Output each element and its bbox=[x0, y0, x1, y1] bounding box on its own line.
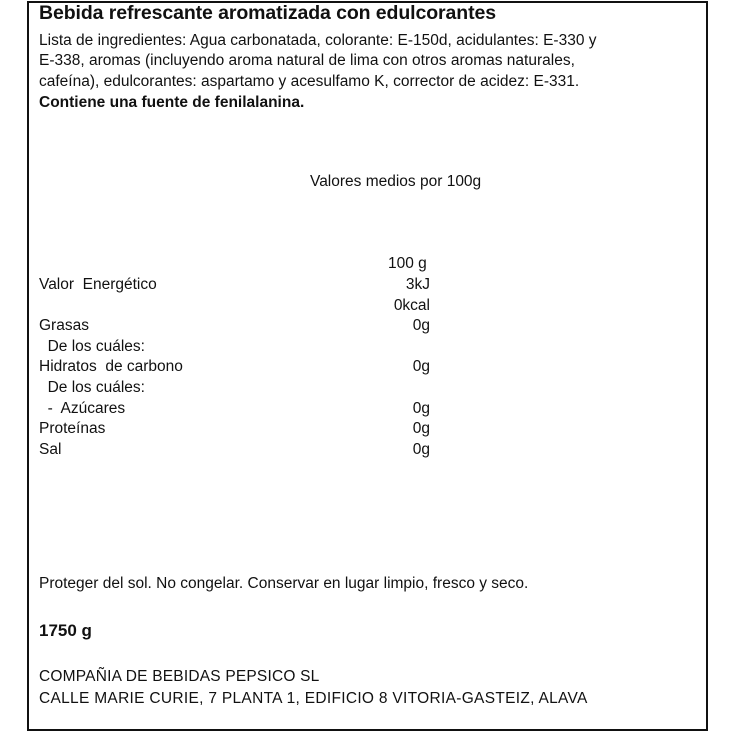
product-title: Bebida refrescante aromatizada con edulcorantes bbox=[39, 2, 496, 24]
nutrition-row-value: 3kJ bbox=[405, 276, 430, 293]
nutrition-heading: Valores medios por 100g bbox=[310, 173, 482, 190]
nutrition-row-label: Proteínas bbox=[39, 420, 106, 438]
storage-instructions: Proteger del sol. No congelar. Conservar en lugar limpio, fresco y seco. bbox=[39, 575, 529, 592]
nutrition-row-value: 0g bbox=[412, 440, 430, 458]
nutrition-row-label: - Azúcares bbox=[39, 399, 126, 417]
ingredients-line-1: Lista de ingredientes: Agua carbonatada, colorante: E-150d, acidulantes: E-330 y bbox=[39, 32, 597, 49]
nutrition-row-label: Grasas bbox=[39, 317, 89, 335]
nutrition-row-label: Hidratos de carbono bbox=[39, 358, 183, 376]
nutrition-row-label: Sal bbox=[39, 440, 62, 458]
nutrition-row-label: De los cuáles: bbox=[39, 337, 145, 355]
nutrition-row-label: De los cuáles: bbox=[39, 379, 145, 396]
net-weight: 1750 g bbox=[39, 621, 92, 640]
ingredients-line-3: cafeína), edulcorantes: aspartamo y acesulfamo K, corrector de acidez: E-331. bbox=[39, 73, 580, 90]
nutrition-row-value: 0g bbox=[412, 399, 430, 417]
nutrition-row-value: 0g bbox=[412, 358, 430, 376]
company-name: COMPAÑIA DE BEBIDAS PEPSICO SL bbox=[39, 668, 320, 685]
nutrition-row-label: Valor Energético bbox=[39, 276, 157, 293]
company-address: CALLE MARIE CURIE, 7 PLANTA 1, EDIFICIO 8 VITORIA-GASTEIZ, ALAVA bbox=[39, 690, 588, 707]
nutrition-row-value: 0g bbox=[412, 317, 430, 335]
phenylalanine-warning: Contiene una fuente de fenilalanina. bbox=[39, 94, 305, 111]
nutrition-row-value: 0kcal bbox=[393, 296, 430, 314]
nutrition-row-value: 0g bbox=[412, 420, 430, 438]
ingredients-line-2: E-338, aromas (incluyendo aroma natural de lima con otros aromas naturales, bbox=[39, 52, 575, 69]
nutrition-column-header: 100 g bbox=[388, 255, 427, 272]
